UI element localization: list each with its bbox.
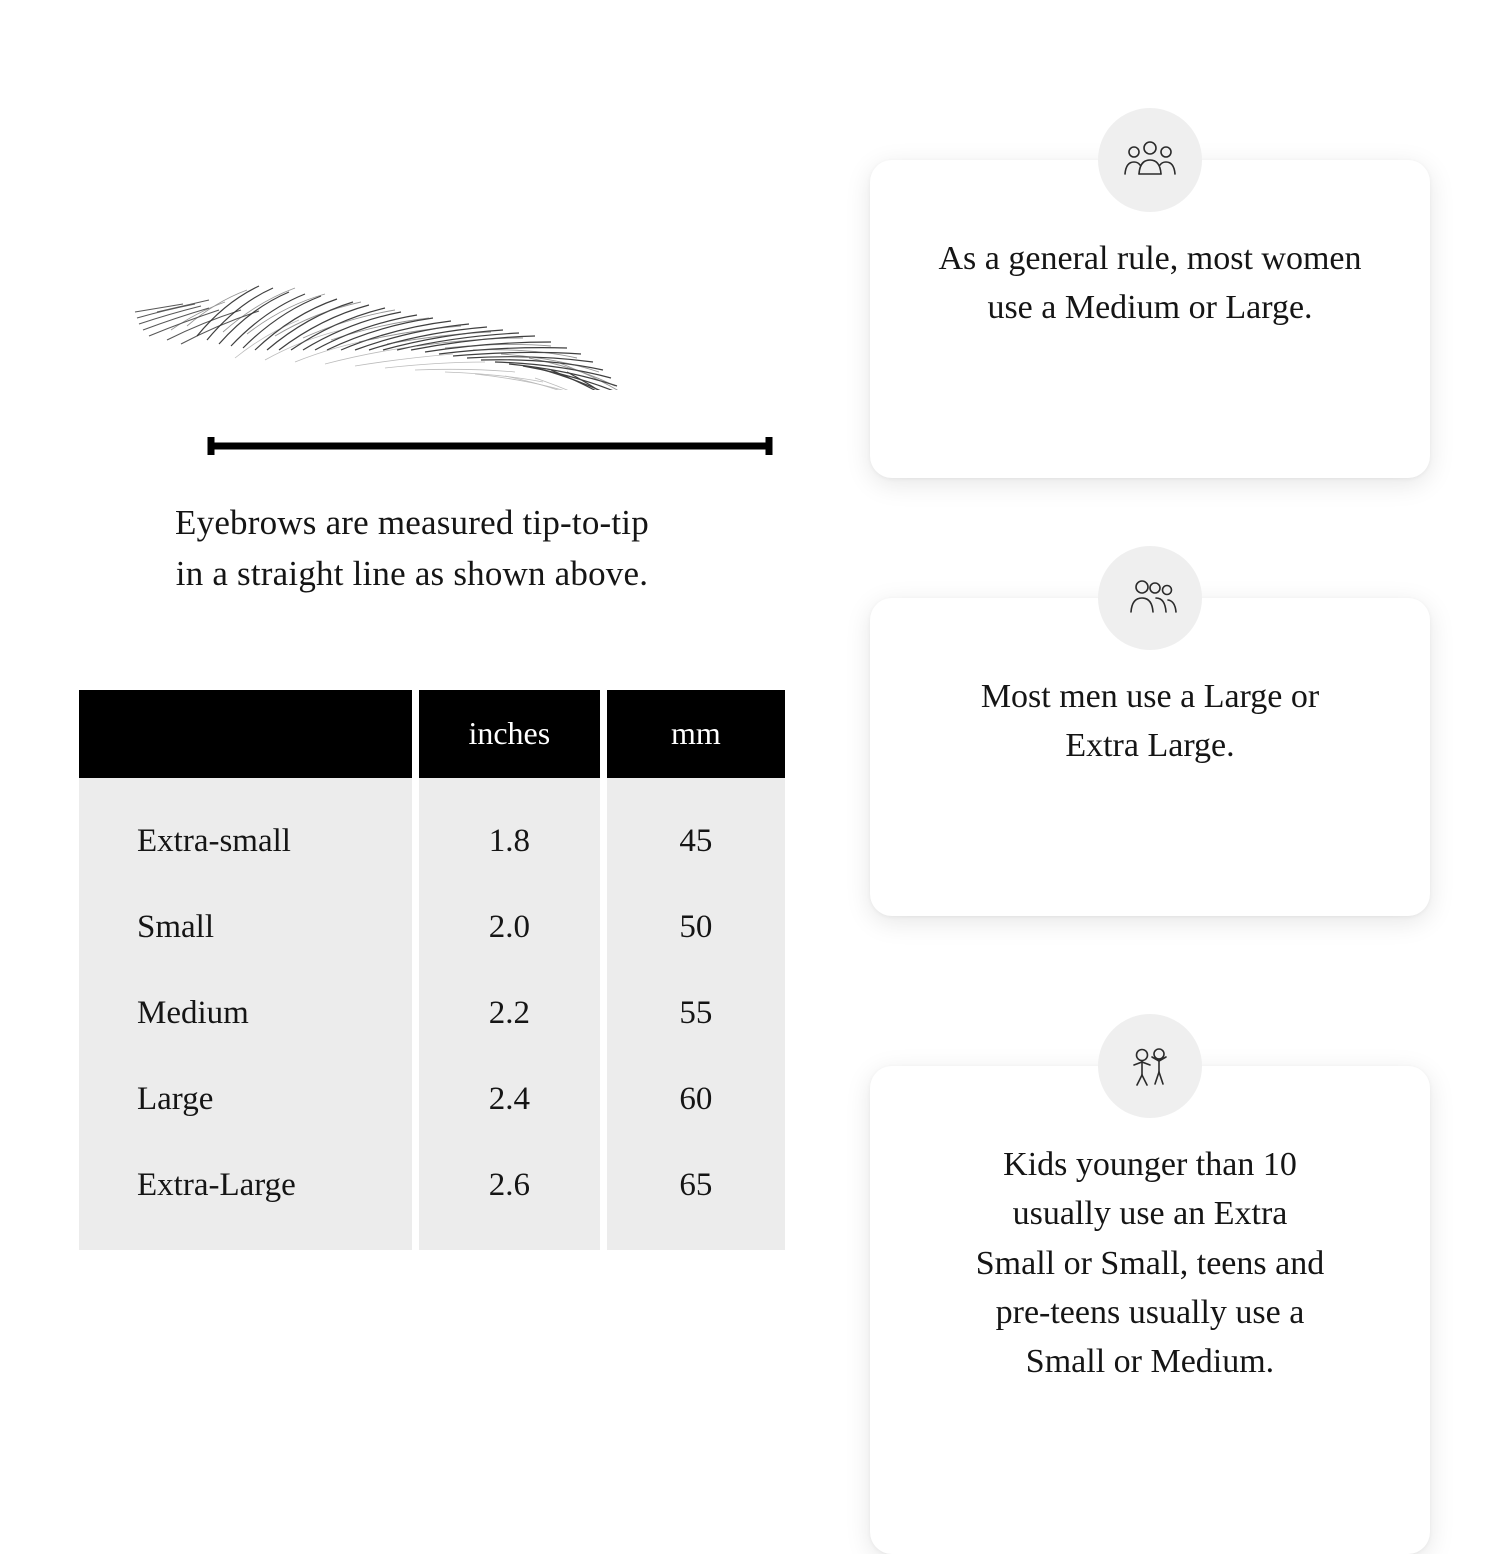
note-line-4: pre-teens usually use a	[995, 1293, 1305, 1331]
table-row	[79, 971, 785, 1057]
size-mm: 50	[607, 885, 785, 971]
table-row	[79, 778, 785, 885]
note-text-kids	[910, 1140, 1390, 1386]
table-row	[79, 885, 785, 971]
measurement-caption	[82, 498, 742, 600]
size-chart-table	[72, 690, 792, 1250]
note-line-1: As a general rule, most women	[938, 240, 1362, 277]
right-column	[870, 160, 1430, 1554]
size-name: Extra-small	[79, 778, 412, 885]
size-mm: 55	[607, 971, 785, 1057]
size-name: Large	[79, 1057, 412, 1143]
size-name: Small	[79, 885, 412, 971]
caption-line-2: in a straight line as shown above.	[175, 553, 649, 593]
size-inches: 1.8	[419, 778, 600, 885]
note-card-kids	[870, 1066, 1430, 1554]
eyebrow-illustration	[127, 240, 727, 390]
note-line-2: use a Medium or Large.	[987, 289, 1313, 327]
size-name: Extra-Large	[79, 1143, 412, 1250]
note-line-1: Most men use a Large or	[980, 678, 1320, 715]
caption-line-1: Eyebrows are measured tip-to-tip	[175, 503, 649, 542]
table-header-row	[79, 690, 785, 778]
kids-icon	[1098, 1014, 1202, 1118]
size-mm: 60	[607, 1057, 785, 1143]
eyebrow-figure	[127, 150, 767, 480]
note-text-women	[910, 234, 1390, 333]
note-line-2: usually use an Extra	[1012, 1195, 1288, 1233]
note-line-1: Kids younger than 10	[1003, 1146, 1297, 1183]
size-inches: 2.6	[419, 1143, 600, 1250]
size-mm: 65	[607, 1143, 785, 1250]
women-group-icon	[1098, 108, 1202, 212]
note-card-women	[870, 160, 1430, 478]
size-inches: 2.2	[419, 971, 600, 1057]
size-mm: 45	[607, 778, 785, 885]
note-text-men	[910, 672, 1390, 771]
measurement-bar	[205, 435, 775, 457]
note-card-men	[870, 598, 1430, 916]
left-column	[72, 150, 802, 1250]
table-row	[79, 1143, 785, 1250]
note-line-3: Small or Small, teens and	[975, 1244, 1325, 1282]
column-header-mm: mm	[607, 690, 785, 778]
size-name: Medium	[79, 971, 412, 1057]
size-inches: 2.0	[419, 885, 600, 971]
note-line-2: Extra Large.	[1065, 727, 1235, 765]
table-row	[79, 1057, 785, 1143]
column-header-size	[79, 690, 412, 778]
column-header-inches: inches	[419, 690, 600, 778]
size-inches: 2.4	[419, 1057, 600, 1143]
men-group-icon	[1098, 546, 1202, 650]
note-line-5: Small or Medium.	[1025, 1343, 1275, 1381]
